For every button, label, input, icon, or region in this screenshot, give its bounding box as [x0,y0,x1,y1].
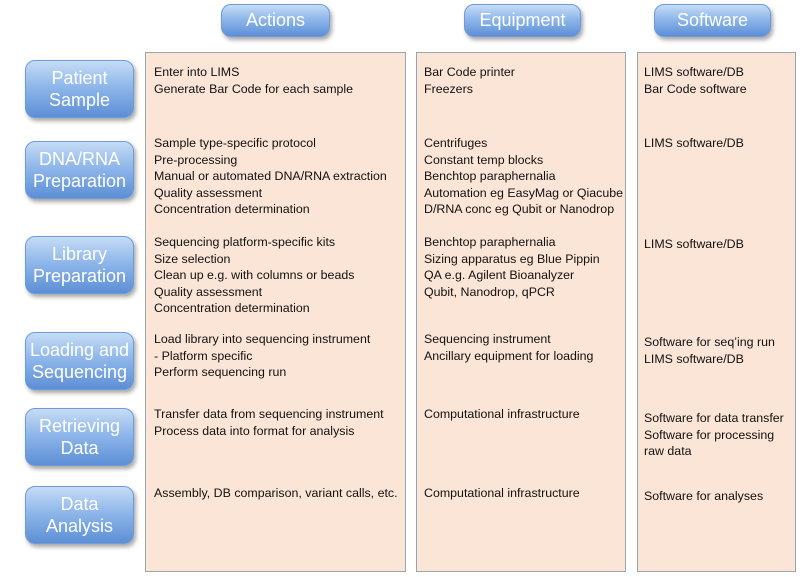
list-item: Concentration determination [154,202,310,217]
list-item: Clean up e.g. with columns or beads [154,268,355,283]
actions-header [221,4,330,37]
software-header [654,4,771,37]
list-item: Assembly, DB comparison, variant calls, etc. [154,486,398,500]
list-item: Software for data transfer [644,411,784,425]
row-label-line: DNA/RNA [38,149,120,169]
list-item: Perform sequencing run [154,365,287,380]
list-item: Concentration determination [154,301,310,316]
list-item: Generate Bar Code for each sample [154,81,354,96]
list-item: Freezers [424,81,473,96]
software-header-label: Software [676,10,749,30]
list-item: Quality assessment [154,185,263,200]
list-item: Centrifuges [424,136,488,150]
list-item: Process data into format for analysis [154,423,355,438]
list-item: Pre-processing [154,152,238,167]
list-item: - Platform specific [154,348,253,363]
list-item: Sequencing instrument [424,332,551,346]
row-label-library-preparation [25,236,134,294]
row-label-patient-sample [25,60,134,118]
equipment-header-label: Equipment [479,10,566,30]
software-cell-retrieving-data [644,410,784,460]
row-label-line: Data [60,494,99,514]
software-cell-patient-sample [644,64,747,97]
software-cell-library-preparation [644,236,744,253]
list-item: Software for processing [644,427,775,442]
equipment-cell-dna-rna-preparation [424,135,623,218]
equipment-cell-library-preparation [424,234,600,300]
list-item: D/RNA conc eg Qubit or Nanodrop [424,202,615,217]
list-item: Automation eg EasyMag or Qiacube [424,185,624,200]
row-label-data-analysis [25,486,134,544]
row-label-line: Loading and [29,340,130,360]
list-item: Constant temp blocks [424,152,544,167]
row-label-line: Sample [48,90,111,110]
actions-cell-data-analysis [154,485,398,502]
list-item: Transfer data from sequencing instrument [154,407,384,421]
list-item: Software for seq’ing run [644,335,775,349]
list-item: raw data [644,444,692,459]
row-label-loading-sequencing [25,332,134,390]
software-cell-data-analysis [644,488,763,505]
list-item: Size selection [154,251,231,266]
row-label-line: Data [60,438,99,458]
row-label-line: Sequencing [31,362,128,382]
list-item: Sequencing platform-specific kits [154,235,336,249]
actions-cell-retrieving-data [154,406,384,439]
row-label-line: Retrieving [38,416,121,436]
row-label-dna-rna-preparation [25,141,134,199]
list-item: Sizing apparatus eg Blue Pippin [424,251,600,266]
actions-cell-dna-rna-preparation [154,135,387,218]
equipment-cell-data-analysis [424,485,580,502]
list-item: Load library into sequencing instrument [154,332,371,346]
list-item: Computational infrastructure [424,407,580,421]
row-label-line: Analysis [45,516,114,536]
list-item: Enter into LIMS [154,65,240,79]
equipment-cell-patient-sample [424,64,515,97]
list-item: Ancillary equipment for loading [424,348,594,363]
list-item: Bar Code printer [424,65,515,79]
list-item: Qubit, Nanodrop, qPCR [424,284,555,299]
software-cell-loading-sequencing [644,334,775,367]
list-item: LIMS software/DB [644,65,744,79]
row-label-retrieving-data [25,408,134,466]
equipment-header [464,4,581,37]
list-item: Bar Code software [644,81,747,96]
actions-cell-loading-sequencing [154,331,370,381]
list-item: Benchtop paraphernalia [424,235,556,249]
list-item: Software for analyses [644,489,764,503]
list-item: LIMS software/DB [644,237,744,251]
equipment-cell-retrieving-data [424,406,580,423]
row-label-line: Preparation [32,171,127,191]
list-item: LIMS software/DB [644,136,744,150]
equipment-cell-loading-sequencing [424,331,593,364]
list-item: QA e.g. Agilent Bioanalyzer [424,268,575,283]
list-item: Computational infrastructure [424,486,580,500]
actions-cell-patient-sample [154,64,353,97]
list-item: Sample type-specific protocol [154,136,316,150]
actions-cell-library-preparation [154,234,354,317]
software-cell-dna-rna-preparation [644,135,744,152]
row-label-line: Library [51,244,108,264]
actions-header-label: Actions [245,10,306,30]
row-label-line: Preparation [32,266,127,286]
list-item: Benchtop paraphernalia [424,169,556,184]
row-label-line: Patient [51,68,108,88]
list-item: Quality assessment [154,284,263,299]
list-item: Manual or automated DNA/RNA extraction [154,169,387,184]
list-item: LIMS software/DB [644,351,744,366]
